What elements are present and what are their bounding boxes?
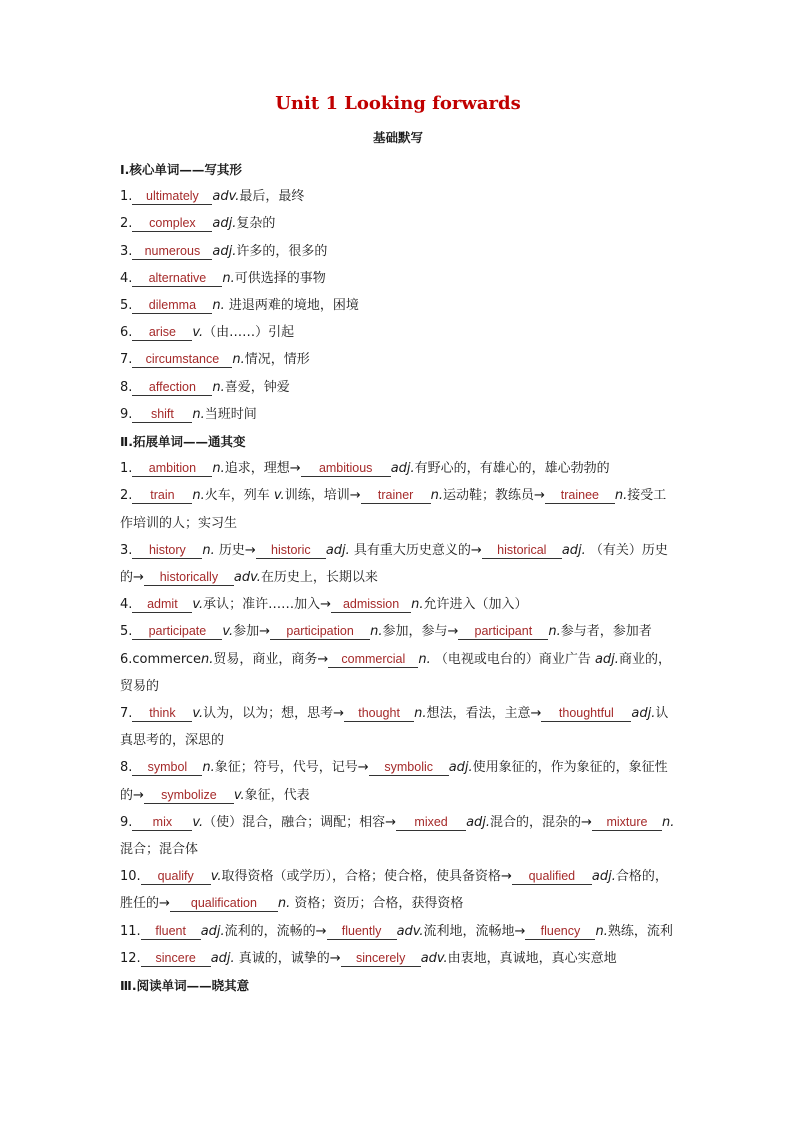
- core-item: 5. dilemma n. 进退两难的境地，困境: [120, 298, 359, 314]
- extension-item: 6.commercen.贸易，商业，商务→ commercial n. （电视或电台的）商业广告 adj.商业的，贸易的: [120, 651, 671, 694]
- answer-blank: thought: [344, 706, 414, 722]
- answer-blank: admit: [132, 597, 192, 613]
- page-subtitle: 基础默写: [372, 130, 423, 145]
- answer-blank: qualification: [170, 896, 278, 912]
- answer-blank: trainer: [361, 488, 431, 504]
- answer-blank: thoughtful: [541, 706, 631, 722]
- answer-blank: qualified: [512, 869, 592, 885]
- answer-blank: participant: [458, 624, 548, 640]
- extension-item: 9. mix v.（使）混合，融合；调配；相容→ mixed adj.混合的，混杂的→ mixture n.混合；混合体: [120, 814, 675, 858]
- answer-blank: historically: [144, 570, 234, 586]
- extension-item: 11. fluent adj.流利的，流畅的→ fluently adv.流利地，流畅地→ fluency n.熟练，流利: [120, 923, 673, 939]
- answer-blank: arise: [132, 325, 192, 341]
- answer-blank: dilemma: [132, 298, 212, 314]
- core-item: 4. alternative n.可供选择的事物: [120, 270, 326, 286]
- answer-blank: shift: [132, 407, 192, 423]
- extension-item: 10. qualify v.取得资格（或学历），合格；使合格，使具备资格→ qualified adj.合格的，胜任的→ qualification n. 资格；资历；合格，获得资格: [120, 869, 668, 912]
- answer-blank: admission: [331, 597, 411, 613]
- answer-blank: mixed: [396, 815, 466, 831]
- answer-blank: historical: [482, 543, 562, 559]
- core-item: 2. complex adj.复杂的: [120, 216, 276, 232]
- extension-item: 1. ambition n.追求，理想→ ambitious adj.有野心的，有雄心的，雄心勃勃的: [120, 461, 610, 477]
- extension-item: 3. history n. 历史→ historic adj. 具有重大历史意义的→ historical adj. （有关）历史的→ historically adv.在历史上，长期以来: [120, 542, 668, 586]
- answer-blank: fluently: [327, 924, 397, 940]
- answer-blank: sincere: [141, 951, 211, 967]
- core-item: 1. ultimately adv.最后，最终: [120, 189, 305, 205]
- answer-blank: ambitious: [301, 461, 391, 477]
- answer-blank: commercial: [328, 652, 418, 668]
- extension-item: 8. symbol n.象征；符号，代号，记号→ symbolic adj.使用象征的，作为象征的，象征性的→ symbolize v.象征，代表: [120, 760, 668, 803]
- answer-blank: participate: [132, 624, 222, 640]
- section-heading-extension: Ⅱ.拓展单词——通其变: [120, 434, 246, 450]
- section-heading-reading: Ⅲ.阅读单词——晓其意: [120, 978, 250, 994]
- answer-blank: sincerely: [341, 951, 421, 967]
- section-heading-core: Ⅰ.核心单词——写其形: [120, 162, 242, 177]
- answer-blank: symbolize: [144, 788, 234, 804]
- answer-blank: numerous: [132, 244, 212, 260]
- core-item: 6. arise v.（由……）引起: [120, 325, 295, 341]
- extension-item: 2. train n.火车，列车 v.训练，培训→ trainer n.运动鞋；教练员→ trainee n.接受工作培训的人；实习生: [120, 488, 667, 531]
- answer-blank: affection: [132, 380, 212, 396]
- answer-blank: fluent: [141, 924, 201, 940]
- answer-blank: participation: [270, 624, 370, 640]
- extension-item: 12. sincere adj. 真诚的，诚挚的→ sincerely adv.由衷地，真诚地，真心实意地: [120, 950, 617, 966]
- answer-blank: alternative: [132, 271, 222, 287]
- answer-blank: ultimately: [132, 189, 212, 205]
- answer-blank: qualify: [141, 869, 211, 885]
- answer-blank: fluency: [525, 924, 595, 940]
- answer-blank: train: [132, 488, 192, 504]
- answer-blank: history: [132, 543, 202, 559]
- core-item: 7. circumstance n.情况，情形: [120, 352, 310, 368]
- page-title: Unit 1 Looking forwards: [275, 93, 521, 114]
- extension-item: 4. admit v.承认；准许……加入→ admission n.允许进入（加入）: [120, 597, 528, 613]
- answer-blank: mixture: [592, 815, 662, 831]
- answer-blank: trainee: [545, 488, 615, 504]
- core-item: 8. affection n.喜爱，钟爱: [120, 379, 290, 395]
- extension-item: 7. think v.认为，以为；想，思考→ thought n.想法，看法，主意→ thoughtful adj.认真思考的，深思的: [120, 706, 669, 749]
- answer-blank: circumstance: [132, 352, 232, 368]
- extension-item: 5. participate v.参加→ participation n.参加，参与→ participant n.参与者，参加者: [120, 624, 652, 640]
- answer-blank: complex: [132, 216, 212, 232]
- answer-blank: ambition: [132, 461, 212, 477]
- answer-blank: symbol: [132, 760, 202, 776]
- answer-blank: symbolic: [369, 760, 449, 776]
- answer-blank: think: [132, 706, 192, 722]
- core-item: 3. numerous adj.许多的，很多的: [120, 243, 328, 259]
- core-item: 9. shift n.当班时间: [120, 406, 257, 422]
- answer-blank: historic: [256, 543, 326, 559]
- answer-blank: mix: [132, 815, 192, 831]
